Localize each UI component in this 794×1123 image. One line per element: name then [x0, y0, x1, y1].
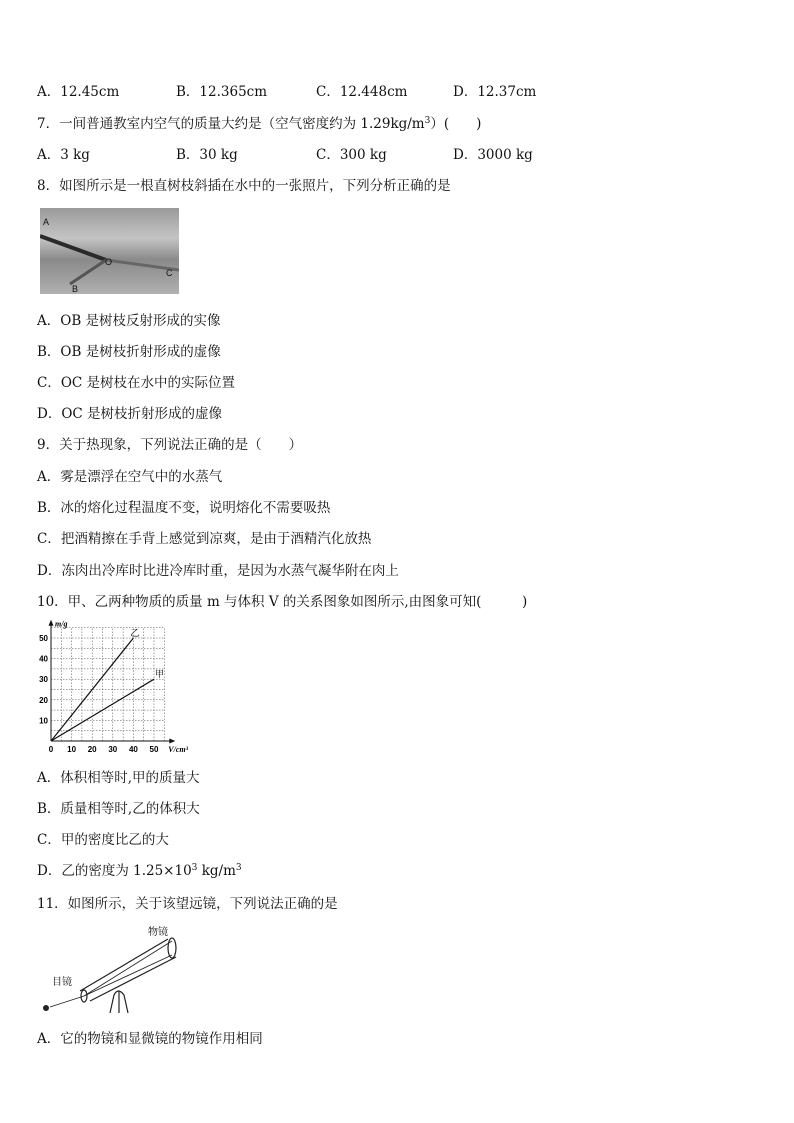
y-tick-label: 40	[39, 654, 48, 664]
q8-option-d: D．OC 是树枝折射形成的虚像	[37, 406, 223, 422]
q10-option-b: B．质量相等时,乙的体积大	[37, 801, 200, 817]
eye-icon	[43, 1005, 49, 1011]
q11-stem: 11．如图所示，关于该望远镜，下列说法正确的是	[37, 896, 338, 912]
q9-option-d: D．冻肉出冷库时比进冷库时重，是因为水蒸气凝华附在肉上	[37, 563, 399, 579]
q8-option-c: C．OC 是树枝在水中的实际位置	[37, 375, 236, 391]
x-tick-label: 20	[87, 745, 97, 754]
q10-option-d-unit: kg/m	[197, 863, 236, 879]
branch-in-water-photo	[40, 208, 179, 294]
photo-label-o: O	[105, 257, 113, 267]
q10-option-d-sup2: 3	[235, 863, 242, 873]
q7-option-b: B．30 kg	[176, 147, 238, 163]
q9-option-a: A．雾是漂浮在空气中的水蒸气	[37, 469, 223, 485]
q8-option-a: A．OB 是树枝反射形成的实像	[37, 313, 221, 329]
x-axis-arrow	[169, 739, 175, 744]
x-tick-label: 30	[108, 745, 118, 754]
x-tick-label: 10	[67, 745, 77, 754]
q7-stem-sup: 3	[424, 116, 431, 126]
q11-option-a: A．它的物镜和显微镜的物镜作用相同	[37, 1031, 263, 1047]
y-axis-arrow	[49, 620, 54, 626]
x-tick-label: 40	[128, 745, 138, 754]
photo-label-c: C	[166, 268, 173, 278]
q7-stem-tail: ）( )	[430, 116, 482, 132]
q10-option-d	[37, 862, 242, 880]
q7-option-a: A．3 kg	[37, 147, 90, 163]
series-label-0: 乙	[130, 629, 140, 639]
q10-option-d-sup1: 3	[191, 863, 198, 873]
q7-stem	[37, 115, 481, 133]
photo-label-b: B	[72, 284, 79, 294]
x-tick-label: 0	[48, 745, 54, 754]
label-eyepiece: 目镜	[52, 977, 72, 988]
q6-option-c: C．12.448cm	[316, 84, 408, 100]
photo-label-a: A	[43, 217, 50, 227]
branch-above-water	[40, 236, 106, 260]
label-objective: 物镜	[148, 927, 168, 938]
y-tick-label: 30	[39, 675, 48, 685]
q9-stem: 9．关于热现象，下列说法正确的是（ ）	[37, 437, 303, 453]
q6-option-a: A．12.45cm	[37, 84, 120, 100]
y-tick-label: 20	[39, 695, 48, 705]
y-tick-label: 10	[39, 716, 48, 726]
q8-stem: 8．如图所示是一根直树枝斜插在水中的一张照片，下列分析正确的是	[37, 178, 451, 194]
q6-option-d: D．12.37cm	[453, 84, 537, 100]
q10-stem: 10．甲、乙两种物质的质量 m 与体积 V 的关系图象如图所示,由图象可知( )	[37, 594, 528, 610]
q9-option-c: C．把酒精擦在手背上感觉到凉爽，是由于酒精汽化放热	[37, 531, 372, 547]
q6-option-b: B．12.365cm	[176, 84, 268, 100]
series-label-1: 甲	[155, 670, 165, 681]
telescope-figure	[40, 925, 190, 1013]
x-axis-label: V/cm³	[168, 745, 189, 754]
mass-volume-graph	[33, 620, 203, 756]
q7-stem-text: 7．一间普通教室内空气的质量大约是（空气密度约为 1.29kg/m	[37, 116, 425, 132]
y-axis-label: m/g	[55, 620, 68, 629]
q7-option-d: D．3000 kg	[453, 147, 533, 163]
q10-option-a: A．体积相等时,甲的质量大	[37, 770, 200, 786]
q9-option-b: B．冰的熔化过程温度不变，说明熔化不需要吸热	[37, 500, 331, 516]
q10-option-d-text: D．乙的密度为 1.25×10	[37, 863, 192, 879]
y-tick-label: 50	[39, 634, 48, 643]
q10-option-c: C．甲的密度比乙的大	[37, 832, 169, 848]
branch-ob	[70, 260, 106, 284]
x-tick-label: 50	[149, 745, 159, 754]
q7-option-c: C．300 kg	[316, 147, 387, 163]
q8-option-b: B．OB 是树枝折射形成的虚像	[37, 344, 221, 360]
